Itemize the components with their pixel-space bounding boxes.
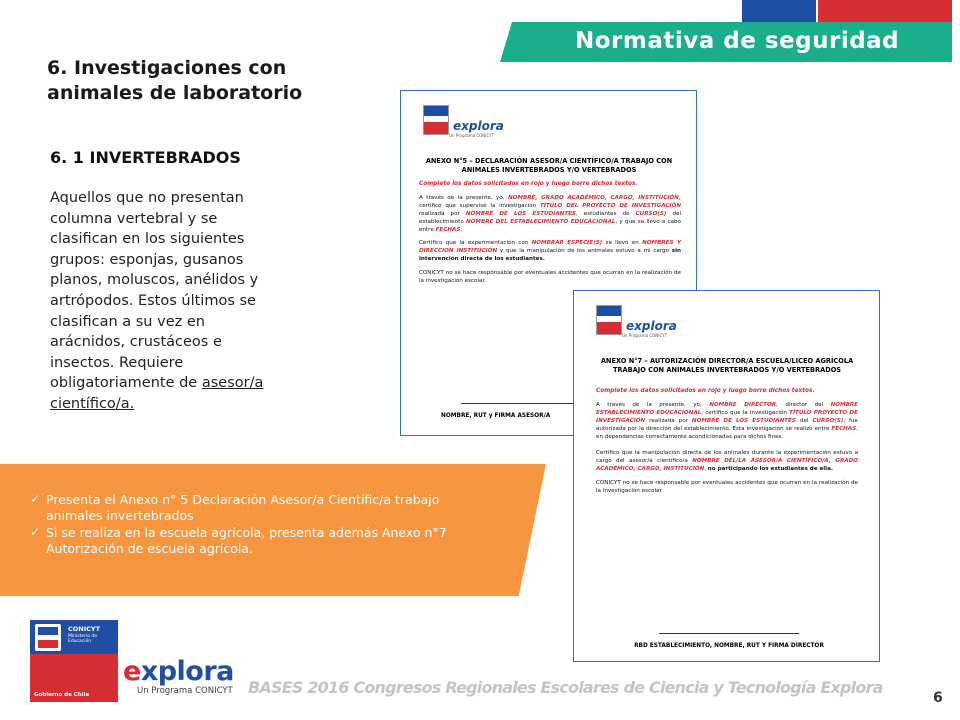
list-item-line: Si se realiza en la escuela agrícola, presenta además Anexo n°7 [46,525,447,540]
body-line: insectos. Requiere [50,354,184,371]
list-item-line: animales invertebrados [46,507,194,523]
conicyt-label: CONICYT [68,625,101,633]
doc-heading-line: ANIMALES INVERTEBRADOS Y/O VERTEBRADOS [461,166,637,174]
signature-line [659,633,799,634]
body-line: planos, moluscos, anélidos y [50,272,259,289]
advisor-link[interactable]: asesor/a [201,375,264,392]
list-item [30,492,480,523]
document-anexo-7 [573,290,880,662]
section-title [47,56,367,106]
doc-paragraph: Certifico que la manipulación directa de los animales durante la experimentación estuvo a cargo del asesor/a científico/a NOMBRE DEL/LA ASESOR/A CIENTÍFICO/A, GRADO ACADÉMICO, CARGO, INSTITUCIÓN, no participando los estudiantes de ella. [596,450,858,472]
doc-heading [582,357,872,375]
scientist-link[interactable]: científico/a. [50,395,135,412]
chile-coat-of-arms-icon [35,624,61,651]
gobierno-chile-logo [30,620,118,702]
body-line: clasifican a su vez en [50,313,205,330]
page-number: 6 [933,690,943,706]
chile-shield-icon [596,305,622,335]
subsection-title: 6. 1 INVERTEBRADOS [50,148,241,167]
doc-paragraph: A través de la presente, yo, NOMBRE, GRADO ACADÉMICO, CARGO, INSTITUCIÓN, certifico que supervisé la investigación TÍTULO DEL PROYECTO DE INVESTIGACIÓN realizada por NOMBRE DE LOS ESTUDIANTES, estudiantes de CURSO(S) del establecimiento NOMBRE DEL ESTABLECIMIENTO EDUCACIONAL, y que se llevó a cabo entre FECHAS. [419,195,682,233]
doc-instruction: Complete los datos solicitados en rojo y luego borre dichos textos. [419,181,638,187]
flag-blue-bar [742,0,816,22]
list-item-line: Autorización de escuela agrícola. [46,540,253,556]
body-line: artrópodos. Estos últimos se [50,292,256,309]
body-line: Aquellos que no presentan [50,190,244,206]
gobierno-label: Gobierno de Chile [34,692,90,698]
body-line-text: obligatoriamente de [50,375,202,392]
check-icon: ✓ [30,492,41,506]
body-line: arácnidos, crustáceos e [50,334,222,351]
chile-shield-icon [423,105,449,135]
explora-logo [123,658,234,696]
doc-paragraph: CONICYT no se hace responsable por eventuales accidentes que ocurran en la realización de la investigación escolar. [596,480,858,494]
section-title-line1: 6. Investigaciones con [47,57,287,79]
explora-program-label: Un Programa CONICYT [137,686,233,696]
list-item [30,525,480,556]
doc-signature-label: RBD ESTABLECIMIENTO, NOMBRE, RUT Y FIRMA DIRECTOR [634,643,824,649]
doc-explora-logo: explora [453,119,504,133]
doc-paragraph: A través de la presente, yo, NOMBRE DIRECTOR, director del NOMBRE ESTABLECIMIENTO EDUCACIONAL, certifico que la investigación TÍTULO PROYECTO DE INVESTIGACIÓN realizada por NOMBRE DE LOS ESTUDIANTES del CURSO(S), fue autorizada por la dirección del establecimiento. Esta investigación se realizó entre FECHAS, en dependencias correctamente acondicionadas para dichos fines. [596,402,858,440]
doc-explora-logo: explora [626,319,677,333]
body-line: clasifican en los siguientes [50,231,245,248]
doc-heading [409,157,689,175]
check-icon: ✓ [30,525,41,539]
doc-paragraph: Certifico que la experimentación con NOMBRAR ESPECIE(S) se llevó en NOMBRES Y DIRECCION INSTITUCIÓN y que la manipulación de los animales estuvo a mi cargo sin intervención directa de los estudiantes. [419,240,682,262]
requirements-list [30,492,480,558]
list-item-line: Presenta el Anexo n° 5 Declaración Asesor/a Científic/a trabajo [46,492,440,507]
doc-heading-line: TRABAJO CON ANIMALES INVERTEBRADOS Y/O VERTEBRADOS [612,366,842,374]
doc-instruction: Complete los datos solicitados en rojo y luego borre dichos textos. [596,388,815,394]
doc-program-label: Un Programa CONICYT [449,133,495,138]
doc-logo [423,105,504,138]
footer-text: BASES 2016 Congresos Regionales Escolares de Ciencia y Tecnología Explora [248,678,883,697]
body-line: columna vertebral y se [50,210,218,227]
explora-e: e [123,656,141,687]
signature-line [461,403,581,404]
body-line [50,373,295,394]
doc-heading-line: ANEXO N°5 – DECLARACIÓN ASESOR/A CIENTÍFICO/A TRABAJO CON [425,157,673,165]
section-title-line2: animales de laboratorio [47,82,303,104]
banner-title: Normativa de seguridad [575,28,900,54]
doc-logo [596,305,677,338]
doc-paragraph: CONICYT no se hace responsable por eventuales accidentes que ocurran en la realización de la investigación escolar. [419,270,681,284]
explora-word: xplora [140,656,234,687]
doc-heading-line: ANEXO N°7 – AUTORIZACIÓN DIRECTOR/A ESCUELA/LICEO AGRÍCOLA [600,357,854,365]
flag-red-bar [818,0,952,22]
ministerio-label: Ministerio de Educación [68,634,98,644]
doc-program-label: Un Programa CONICYT [622,333,668,338]
body-paragraph [50,188,295,415]
body-line: grupos: esponjas, gusanos [50,251,244,268]
doc-signature-label: NOMBRE, RUT y FIRMA ASESOR/A [441,413,551,419]
